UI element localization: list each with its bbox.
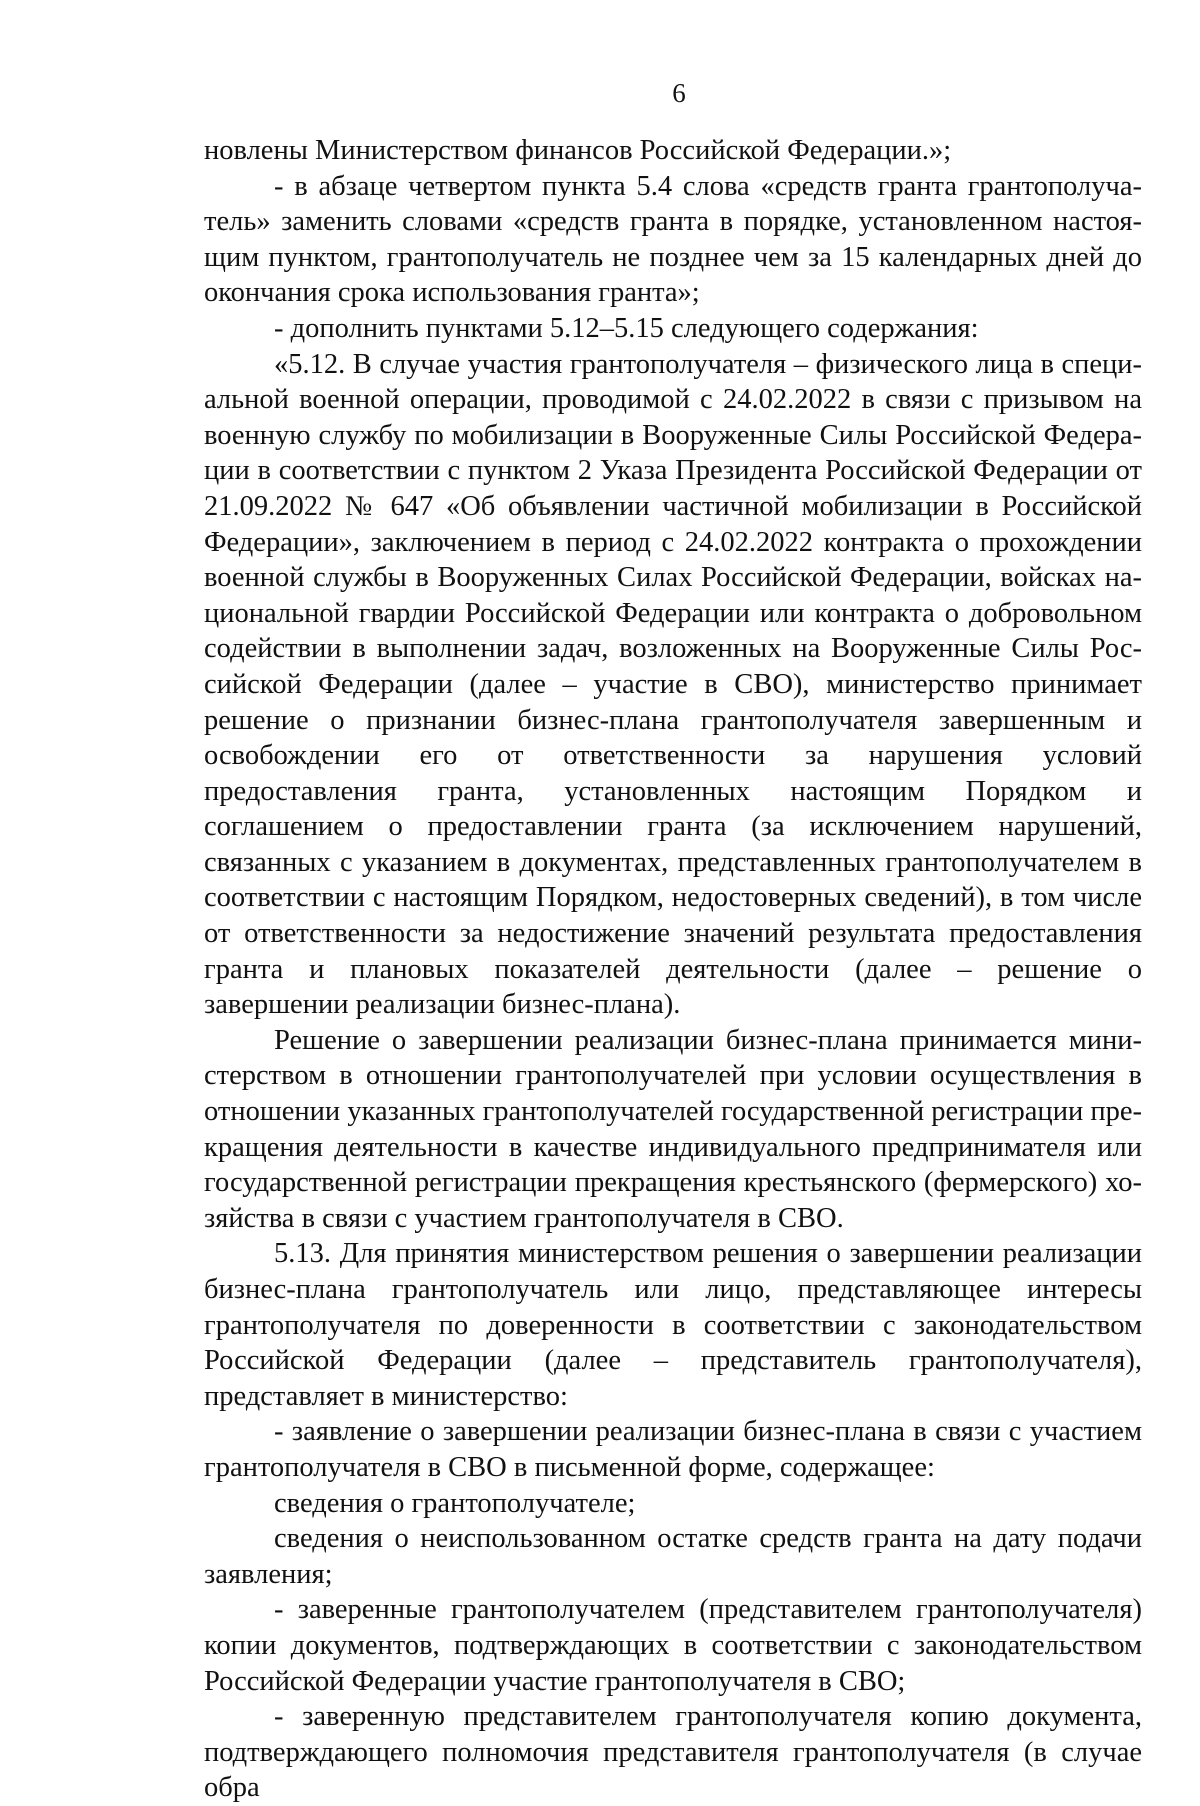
list-item-remaining-funds: сведения о неиспользованном остатке средств гранта на дату подачи заявления; xyxy=(204,1523,1142,1590)
document-body xyxy=(204,133,1142,1806)
paragraph-5-13: 5.13. Для принятия министерством решения о завершении реализации бизнес-плана грантополучатель или лицо, представляющее интересы грантополучателя по доверенности в соответствии с законодательством Российской Федерации (далее – представитель грантополучателя), представляет в министерство: xyxy=(204,1238,1142,1412)
paragraph-amend-5-4: - в абзаце четвертом пункта 5.4 слова «средств гранта грантополучатель» заменить словами «средств гранта в порядке, установленном настоящим пунктом, грантополучатель не позднее чем за 15 календарных дней до окончания срока использования гранта»; xyxy=(204,170,1142,309)
list-item-power-of-attorney: - заверенную представителем грантополучателя копию документа, подтверждающего полномочия представителя грантополучателя (в случае обра xyxy=(204,1701,1142,1804)
paragraph-continuation: новлены Министерством финансов Российской Федерации.»; xyxy=(204,135,952,166)
paragraph-5-12: «5.12. В случае участия грантополучателя – физического лица в специальной военной операции, проводимой с 24.02.2022 в связи с призывом на военную службу по мобилизации в Вооруженные Силы Российской Федерации в соответствии с пунктом 2 Указа Президента Российской Федерации от 21.09.2022 № 647 «Об объявлении частичной мобилизации в Российской Федерации», заключением в период с 24.02.2022 контракта о прохождении военной службы в Вооруженных Силах Российской Федерации, войсках национальной гвардии Российской Федерации или контракта о добровольном содействии в выполнении задач, возложенных на Вооруженные Силы Российской Федерации (далее – участие в СВО), министерство принимает решение о признании бизнес-плана грантополучателя завершенным и освобождении его от ответственности за нарушения условий предоставления гранта, установленных настоящим Порядком и соглашением о предоставлении гранта (за исключением нарушений, связанных с указанием в документах, представленных грантополучателем в соответствии с настоящим Порядком, недостоверных сведений), в том числе от ответственности за недостижение значений результата предоставления гранта и плановых показателей деятельности (далее – решение о завершении реализации бизнес-плана). xyxy=(204,348,1142,1021)
list-item-grantee-info: сведения о грантополучателе; xyxy=(274,1487,636,1519)
page-number: 6 xyxy=(672,78,686,108)
list-item-certified-copies: - заверенные грантополучателем (представителем грантополучателя) копии документов, подтверждающих в соответствии с законодательством Российской Федерации участие грантополучателя в СВО; xyxy=(204,1594,1142,1697)
paragraph-add-points: - дополнить пунктами 5.12–5.15 следующего содержания: xyxy=(274,312,979,344)
paragraph-decision: Решение о завершении реализации бизнес-плана принимается министерством в отношении грантополучателей при условии осуществления в отношении указанных грантополучателей государственной регистрации прекращения деятельности в качестве индивидуального предпринимателя или государственной регистрации прекращения крестьянского (фермерского) хозяйства в связи с участием грантополучателя в СВО. xyxy=(204,1024,1142,1234)
list-item-application: - заявление о завершении реализации бизнес-плана в связи с участием грантополучателя в СВО в письменной форме, содержащее: xyxy=(204,1416,1142,1483)
